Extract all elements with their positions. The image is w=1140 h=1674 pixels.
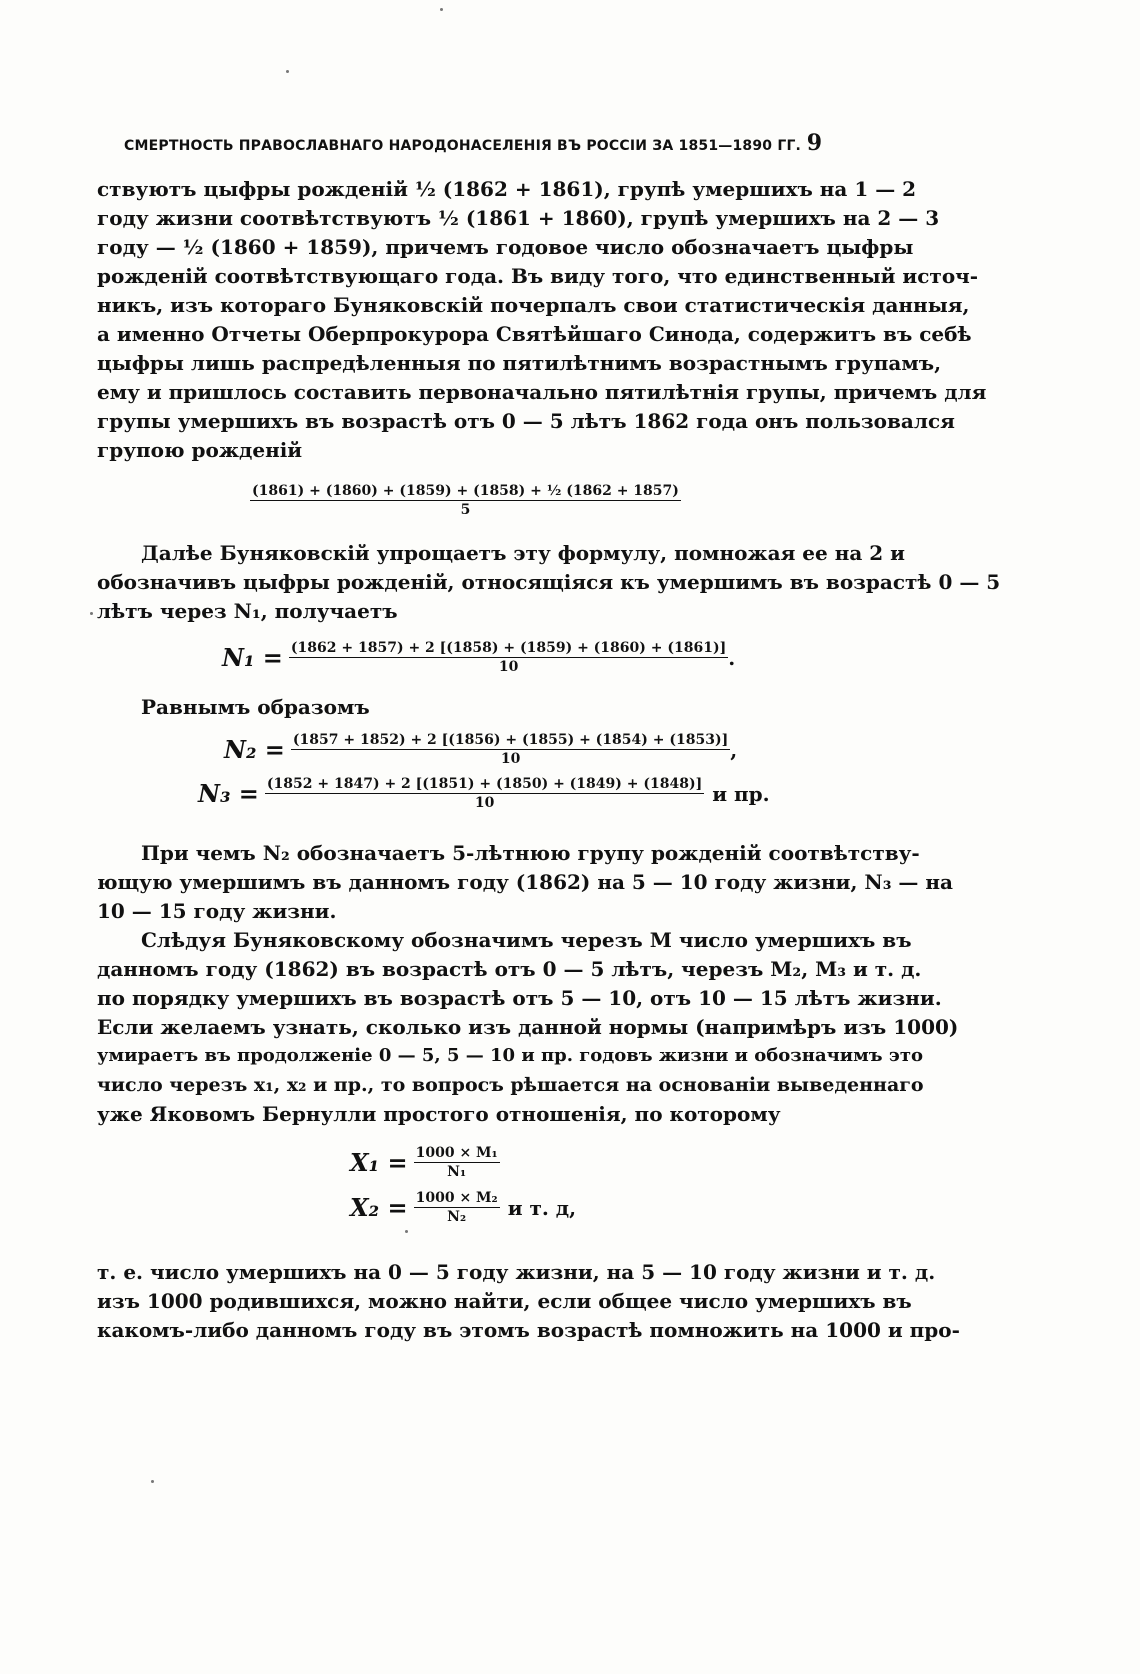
text-line: данномъ году (1862) въ возрастѣ отъ 0 — 5 лѣтъ, черезъ M₂, M₃ и т. д.: [97, 957, 922, 981]
fraction-numerator: (1857 + 1852) + 2 [(1856) + (1855) + (1854) + (1853)]: [292, 732, 729, 748]
page-header: [124, 130, 822, 160]
formula-n3: [198, 776, 770, 811]
fraction-denominator: N₁: [447, 1164, 467, 1180]
scan-speck: [151, 1480, 154, 1483]
formula-lhs: N₂ =: [224, 735, 285, 764]
text-line: Равнымъ образомъ: [141, 695, 370, 719]
text-line: уже Яковомъ Бернулли простого отношенія, по которому: [97, 1102, 781, 1126]
text-line: а именно Отчеты Оберпрокурора Святѣйшаго Синода, содержитъ въ себѣ: [97, 322, 972, 346]
fraction-numerator: (1862 + 1857) + 2 [(1858) + (1859) + (1860) + (1861)]: [290, 640, 727, 656]
formula-suffix: ,: [730, 737, 738, 762]
formula-lhs: X₁ =: [350, 1148, 408, 1177]
text-line: никъ, изъ котораго Буняковскій почерпалъ свои статистическія данныя,: [97, 293, 970, 317]
fraction-numerator: 1000 × M₁: [415, 1145, 498, 1161]
text-line: Далѣе Буняковскій упрощаетъ эту формулу, помножая ее на 2 и: [141, 541, 905, 565]
fraction-denominator: 10: [474, 795, 495, 811]
fraction: [250, 483, 681, 518]
scan-speck: [286, 70, 289, 73]
running-head: СМЕРТНОСТЬ ПРАВОСЛАВНАГО НАРОДОНАСЕЛЕНІЯ ВЪ РОССІИ ЗА 1851—1890 ГГ.: [124, 138, 802, 154]
text-line: какомъ-либо данномъ году въ этомъ возрастѣ помножить на 1000 и про-: [97, 1318, 960, 1342]
fraction: [289, 640, 728, 675]
text-line: 10 — 15 году жизни.: [97, 899, 337, 923]
text-line: При чемъ N₂ обозначаетъ 5-лѣтнюю групу рожденій соотвѣтству-: [141, 841, 920, 865]
text-line: году — ½ (1860 + 1859), причемъ годовое число обозначаетъ цыфры: [97, 235, 914, 259]
fraction-numerator: (1861) + (1860) + (1859) + (1858) + ½ (1862 + 1857): [252, 483, 679, 499]
text-line: Если желаемъ узнать, сколько изъ данной нормы (напримѣръ изъ 1000): [97, 1015, 959, 1039]
text-line: цыфры лишь распредѣленныя по пятилѣтнимъ возрастнымъ групамъ,: [97, 351, 942, 375]
fraction-numerator: (1852 + 1847) + 2 [(1851) + (1850) + (1849) + (1848)]: [266, 776, 703, 792]
formula-lhs: N₁ =: [222, 643, 283, 672]
formula-birth-group: [250, 483, 681, 518]
formula-lhs: N₃ =: [198, 779, 259, 808]
formula-suffix: и пр.: [712, 781, 770, 806]
formula-suffix: .: [728, 645, 736, 670]
formula-n2: [224, 732, 737, 767]
formula-suffix: и т. д,: [507, 1195, 577, 1220]
fraction-numerator: 1000 × M₂: [415, 1190, 498, 1206]
text-line: обозначивъ цыфры рожденій, относящіяся къ умершимъ въ возрастѣ 0 — 5: [97, 570, 1001, 594]
text-line: групы умершихъ въ возрастѣ отъ 0 — 5 лѣтъ 1862 года онъ пользовался: [97, 409, 955, 433]
scan-speck: [90, 612, 93, 615]
scan-speck: [440, 8, 443, 11]
text-line: году жизни соотвѣтствуютъ ½ (1861 + 1860), групѣ умершихъ на 2 — 3: [97, 206, 940, 230]
text-line: ствуютъ цыфры рожденій ½ (1862 + 1861), групѣ умершихъ на 1 — 2: [97, 177, 917, 201]
text-line: по порядку умершихъ въ возрастѣ отъ 5 — 10, отъ 10 — 15 лѣтъ жизни.: [97, 986, 942, 1010]
formula-lhs: X₂ =: [350, 1193, 408, 1222]
fraction-denominator: 10: [498, 659, 519, 675]
text-line: Слѣдуя Буняковскому обозначимъ черезъ M число умершихъ въ: [141, 928, 912, 952]
page-number: 9: [806, 130, 822, 156]
text-line: рожденій соотвѣтствующаго года. Въ виду того, что единственный источ-: [97, 264, 979, 288]
text-line: лѣтъ через N₁, получаетъ: [97, 599, 398, 623]
text-line: ющую умершимъ въ данномъ году (1862) на 5 — 10 году жизни, N₃ — на: [97, 870, 953, 894]
text-line: ему и пришлось составить первоначально пятилѣтнія групы, причемъ для: [97, 380, 987, 404]
formula-x2: [350, 1190, 576, 1225]
fraction: [265, 776, 704, 811]
text-line: число черезъ x₁, x₂ и пр., то вопросъ рѣшается на основаніи выведеннаго: [97, 1074, 924, 1096]
text-line: изъ 1000 родившихся, можно найти, если общее число умершихъ въ: [97, 1289, 912, 1313]
fraction: [291, 732, 730, 767]
formula-n1: [222, 640, 735, 675]
text-line: умираетъ въ продолженіе 0 — 5, 5 — 10 и пр. годовъ жизни и обозначимъ это: [97, 1045, 923, 1066]
fraction: [414, 1145, 500, 1180]
text-line: групою рожденій: [97, 438, 303, 462]
fraction-denominator: 10: [500, 751, 521, 767]
fraction: [414, 1190, 500, 1225]
fraction-denominator: N₂: [447, 1209, 467, 1225]
scan-speck: [405, 1230, 408, 1233]
text-line: т. е. число умершихъ на 0 — 5 году жизни, на 5 — 10 году жизни и т. д.: [97, 1260, 936, 1284]
formula-x1: [350, 1145, 500, 1180]
fraction-denominator: 5: [460, 502, 471, 518]
